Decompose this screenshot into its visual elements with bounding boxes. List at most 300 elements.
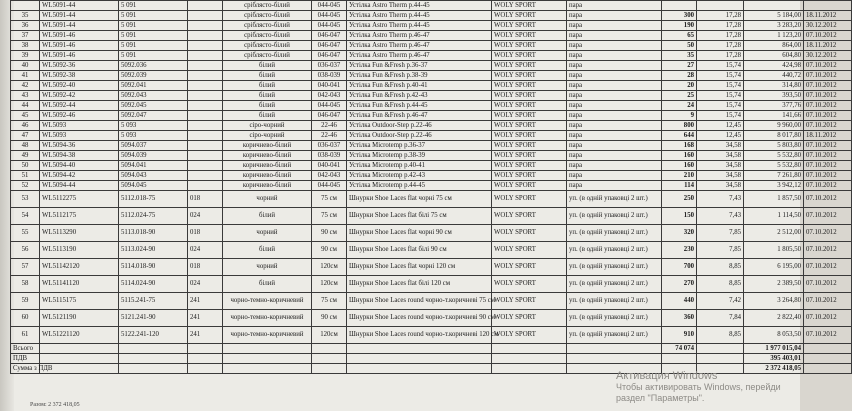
product-name-cell: Устілка Astro Therm р.44-45: [347, 11, 492, 21]
unit-cell: пара: [567, 181, 662, 191]
price-cell: 34,58: [697, 141, 744, 151]
quantity-cell: 9: [662, 111, 697, 121]
color-name-cell: сріблясто-білий: [223, 31, 312, 41]
quantity-cell: 35: [662, 51, 697, 61]
row-number-cell: 41: [11, 71, 40, 81]
color-name-cell: сіро-чорний: [223, 121, 312, 131]
amount-cell: 393,50: [744, 91, 804, 101]
item-code-cell: WL5092-38: [40, 71, 119, 81]
unit-cell: уп. (в одній упаковці 2 шт.): [567, 208, 662, 225]
empty-cell: [662, 354, 697, 364]
brand-cell: WOLY SPORT: [492, 225, 567, 242]
size-cell: 120см: [312, 327, 347, 344]
brand-cell: WOLY SPORT: [492, 293, 567, 310]
date-cell: 07.10.2012: [804, 161, 852, 171]
model-number-cell: 5121.241-90: [119, 310, 188, 327]
amount-cell: 440,72: [744, 71, 804, 81]
amount-cell: 6 195,00: [744, 259, 804, 276]
product-name-cell: Устілка Fun &Fresh р.46-47: [347, 111, 492, 121]
row-number-cell: 39: [11, 51, 40, 61]
size-cell: 040-041: [312, 81, 347, 91]
price-cell: 7,42: [697, 293, 744, 310]
color-code-cell: 241: [188, 310, 223, 327]
product-name-cell: Устілка Fun &Fresh р.38-39: [347, 71, 492, 81]
row-number-cell: 53: [11, 191, 40, 208]
invoice-table: [10, 0, 852, 374]
color-name-cell: чорно-темно-коричневий: [223, 310, 312, 327]
product-name-cell: Устілка Astro Therm р.46-47: [347, 51, 492, 61]
empty-cell: [119, 354, 188, 364]
amount-cell: 604,80: [744, 51, 804, 61]
size-cell: 90 см: [312, 242, 347, 259]
size-cell: 120см: [312, 276, 347, 293]
empty-cell: [223, 364, 312, 374]
item-code-cell: WL5094-36: [40, 141, 119, 151]
row-number-cell: 60: [11, 310, 40, 327]
model-number-cell: 5092.041: [119, 81, 188, 91]
empty-cell: [567, 344, 662, 354]
unit-cell: пара: [567, 151, 662, 161]
amount-cell: 3 942,12: [744, 181, 804, 191]
quantity-cell: 65: [662, 31, 697, 41]
item-code-cell: WL5091-46: [40, 31, 119, 41]
color-code-cell: 018: [188, 191, 223, 208]
product-name-cell: Шнурки Shoe Laces flat білі 75 см: [347, 208, 492, 225]
row-number-cell: 46: [11, 121, 40, 131]
item-code-cell: WL5091-44: [40, 1, 119, 11]
quantity-cell: 440: [662, 293, 697, 310]
price-cell: 34,58: [697, 151, 744, 161]
total-amount: 395 403,01: [744, 354, 804, 364]
color-code-cell: [188, 181, 223, 191]
amount-cell: 5 803,80: [744, 141, 804, 151]
model-number-cell: 5115.241-75: [119, 293, 188, 310]
model-number-cell: 5113.018-90: [119, 225, 188, 242]
product-name-cell: Устілка Microtemp р.36-37: [347, 141, 492, 151]
model-number-cell: 5113.024-90: [119, 242, 188, 259]
date-cell: 07.10.2012: [804, 191, 852, 208]
color-code-cell: [188, 91, 223, 101]
model-number-cell: 5092.043: [119, 91, 188, 101]
row-number-cell: 42: [11, 81, 40, 91]
row-number-cell: 55: [11, 225, 40, 242]
size-cell: 038-039: [312, 151, 347, 161]
quantity-cell: 150: [662, 208, 697, 225]
empty-cell: [223, 354, 312, 364]
item-code-cell: WL5113190: [40, 242, 119, 259]
size-cell: 044-045: [312, 1, 347, 11]
total-quantity: 74 074: [662, 344, 697, 354]
quantity-cell: 20: [662, 81, 697, 91]
row-number-cell: 54: [11, 208, 40, 225]
quantity-cell: 644: [662, 131, 697, 141]
brand-cell: WOLY SPORT: [492, 310, 567, 327]
row-number-cell: 57: [11, 259, 40, 276]
table-row: [11, 225, 852, 242]
table-row: [11, 71, 852, 81]
unit-cell: уп. (в одній упаковці 2 шт.): [567, 225, 662, 242]
amount-cell: 5 532,80: [744, 161, 804, 171]
color-name-cell: білий: [223, 71, 312, 81]
unit-cell: уп. (в одній упаковці 2 шт.): [567, 276, 662, 293]
price-cell: 15,74: [697, 81, 744, 91]
empty-cell: [347, 364, 492, 374]
color-code-cell: 024: [188, 276, 223, 293]
model-number-cell: 5 091: [119, 1, 188, 11]
date-cell: 07.10.2012: [804, 293, 852, 310]
amount-cell: 5 532,80: [744, 151, 804, 161]
size-cell: 040-041: [312, 161, 347, 171]
color-code-cell: [188, 41, 223, 51]
price-cell: 34,58: [697, 161, 744, 171]
amount-cell: 141,66: [744, 111, 804, 121]
table-row: [11, 242, 852, 259]
model-number-cell: 5092.039: [119, 71, 188, 81]
brand-cell: WOLY SPORT: [492, 51, 567, 61]
amount-cell: [744, 1, 804, 11]
row-number-cell: 45: [11, 111, 40, 121]
price-cell: 7,85: [697, 242, 744, 259]
quantity-cell: 270: [662, 276, 697, 293]
empty-cell: [492, 344, 567, 354]
color-code-cell: [188, 131, 223, 141]
quantity-cell: 114: [662, 181, 697, 191]
color-name-cell: коричнево-білий: [223, 171, 312, 181]
item-code-cell: WL51142120: [40, 259, 119, 276]
empty-cell: [492, 364, 567, 374]
table-row: [11, 171, 852, 181]
color-code-cell: [188, 1, 223, 11]
color-name-cell: сріблясто-білий: [223, 11, 312, 21]
table-row: [11, 51, 852, 61]
price-cell: 17,28: [697, 51, 744, 61]
price-cell: 15,74: [697, 101, 744, 111]
quantity-cell: 300: [662, 11, 697, 21]
item-code-cell: WL5094-40: [40, 161, 119, 171]
empty-cell: [312, 354, 347, 364]
watermark-line-2: Чтобы активировать Windows, перейди: [616, 382, 781, 392]
unit-cell: пара: [567, 51, 662, 61]
color-name-cell: білий: [223, 101, 312, 111]
amount-cell: 314,80: [744, 81, 804, 91]
price-cell: 8,85: [697, 327, 744, 344]
empty-cell: [119, 344, 188, 354]
price-cell: 7,43: [697, 191, 744, 208]
unit-cell: пара: [567, 171, 662, 181]
empty-cell: [188, 344, 223, 354]
product-name-cell: Шнурки Shoe Laces flat чорні 90 см: [347, 225, 492, 242]
model-number-cell: 5 091: [119, 11, 188, 21]
row-number-cell: [11, 1, 40, 11]
quantity-cell: 210: [662, 171, 697, 181]
date-cell: [804, 1, 852, 11]
model-number-cell: 5094.039: [119, 151, 188, 161]
model-number-cell: 5094.041: [119, 161, 188, 171]
empty-cell: [312, 344, 347, 354]
row-number-cell: 38: [11, 41, 40, 51]
item-code-cell: WL5093: [40, 121, 119, 131]
color-code-cell: [188, 11, 223, 21]
color-code-cell: [188, 31, 223, 41]
date-cell: 30.12.2012: [804, 51, 852, 61]
item-code-cell: WL5092-44: [40, 101, 119, 111]
row-number-cell: 37: [11, 31, 40, 41]
color-name-cell: коричнево-білий: [223, 151, 312, 161]
date-cell: 07.10.2012: [804, 208, 852, 225]
model-number-cell: 5 093: [119, 131, 188, 141]
product-name-cell: Устілка Fun &Fresh р.44-45: [347, 101, 492, 111]
amount-cell: 3 283,20: [744, 21, 804, 31]
price-cell: 15,74: [697, 91, 744, 101]
quantity-cell: 168: [662, 141, 697, 151]
brand-cell: WOLY SPORT: [492, 61, 567, 71]
brand-cell: WOLY SPORT: [492, 11, 567, 21]
amount-cell: 1 123,20: [744, 31, 804, 41]
row-number-cell: 40: [11, 61, 40, 71]
model-number-cell: 5094.043: [119, 171, 188, 181]
date-cell: 07.10.2012: [804, 151, 852, 161]
brand-cell: WOLY SPORT: [492, 181, 567, 191]
table-row: [11, 61, 852, 71]
product-name-cell: Шнурки Shoe Laces flat чорні 75 см: [347, 191, 492, 208]
empty-cell: [804, 364, 852, 374]
table-row: [11, 191, 852, 208]
color-name-cell: сріблясто-білий: [223, 1, 312, 11]
date-cell: 07.10.2012: [804, 111, 852, 121]
product-name-cell: Шнурки Shoe Laces round чорно-т.коричневі 90 см: [347, 310, 492, 327]
size-cell: 038-039: [312, 71, 347, 81]
model-number-cell: 5 091: [119, 41, 188, 51]
empty-cell: [804, 344, 852, 354]
table-row: [11, 21, 852, 31]
color-code-cell: [188, 171, 223, 181]
item-code-cell: WL5092-46: [40, 111, 119, 121]
footer-note: Разом: 2 372 418,05: [30, 402, 80, 408]
product-name-cell: Устілка Astro Therm р.46-47: [347, 31, 492, 41]
product-name-cell: Устілка Microtemp р.42-43: [347, 171, 492, 181]
color-code-cell: 241: [188, 327, 223, 344]
row-number-cell: 61: [11, 327, 40, 344]
row-number-cell: 47: [11, 131, 40, 141]
color-name-cell: білий: [223, 91, 312, 101]
empty-cell: [119, 364, 188, 374]
quantity-cell: 24: [662, 101, 697, 111]
unit-cell: пара: [567, 11, 662, 21]
model-number-cell: 5122.241-120: [119, 327, 188, 344]
empty-cell: [40, 354, 119, 364]
color-name-cell: білий: [223, 242, 312, 259]
item-code-cell: WL5121190: [40, 310, 119, 327]
date-cell: 07.10.2012: [804, 242, 852, 259]
product-name-cell: Устілка Astro Therm р.44-45: [347, 1, 492, 11]
unit-cell: пара: [567, 41, 662, 51]
date-cell: 07.10.2012: [804, 310, 852, 327]
row-number-cell: 36: [11, 21, 40, 31]
unit-cell: пара: [567, 131, 662, 141]
unit-cell: пара: [567, 71, 662, 81]
model-number-cell: 5092.036: [119, 61, 188, 71]
color-name-cell: чорний: [223, 225, 312, 242]
empty-cell: [312, 364, 347, 374]
row-number-cell: 59: [11, 293, 40, 310]
quantity-cell: 910: [662, 327, 697, 344]
empty-cell: [347, 354, 492, 364]
product-name-cell: Устілка Astro Therm р.46-47: [347, 41, 492, 51]
watermark-title: Активация Windows: [616, 370, 718, 382]
price-cell: 17,28: [697, 11, 744, 21]
color-code-cell: [188, 21, 223, 31]
empty-cell: [223, 344, 312, 354]
price-cell: 34,58: [697, 181, 744, 191]
item-code-cell: WL5092-42: [40, 91, 119, 101]
color-name-cell: коричнево-білий: [223, 181, 312, 191]
brand-cell: WOLY SPORT: [492, 41, 567, 51]
row-number-cell: 58: [11, 276, 40, 293]
table-row: [11, 181, 852, 191]
quantity-cell: 800: [662, 121, 697, 131]
item-code-cell: WL5091-46: [40, 41, 119, 51]
price-cell: 15,74: [697, 71, 744, 81]
size-cell: 046-047: [312, 111, 347, 121]
unit-cell: пара: [567, 121, 662, 131]
amount-cell: 2 512,00: [744, 225, 804, 242]
amount-cell: 1 857,50: [744, 191, 804, 208]
product-name-cell: Устілка Outdoor-Step р.22-46: [347, 121, 492, 131]
total-amount: 2 372 418,05: [744, 364, 804, 374]
unit-cell: уп. (в одній упаковці 2 шт.): [567, 259, 662, 276]
color-code-cell: [188, 111, 223, 121]
color-code-cell: [188, 71, 223, 81]
price-cell: 15,74: [697, 61, 744, 71]
amount-cell: 9 960,00: [744, 121, 804, 131]
quantity-cell: 230: [662, 242, 697, 259]
item-code-cell: WL5112275: [40, 191, 119, 208]
model-number-cell: 5092.045: [119, 101, 188, 111]
total-label: ПДВ: [11, 354, 40, 364]
product-name-cell: Шнурки Shoe Laces flat білі 90 см: [347, 242, 492, 259]
model-number-cell: 5 091: [119, 21, 188, 31]
brand-cell: WOLY SPORT: [492, 81, 567, 91]
model-number-cell: 5114.018-90: [119, 259, 188, 276]
date-cell: 07.10.2012: [804, 31, 852, 41]
price-cell: 7,43: [697, 208, 744, 225]
price-cell: [697, 1, 744, 11]
unit-cell: уп. (в одній упаковці 2 шт.): [567, 310, 662, 327]
product-name-cell: Устілка Microtemp р.38-39: [347, 151, 492, 161]
quantity-cell: 160: [662, 161, 697, 171]
item-code-cell: WL5112175: [40, 208, 119, 225]
item-code-cell: WL5091-44: [40, 21, 119, 31]
color-code-cell: [188, 121, 223, 131]
unit-cell: пара: [567, 141, 662, 151]
item-code-cell: WL51141120: [40, 276, 119, 293]
color-name-cell: сріблясто-білий: [223, 41, 312, 51]
quantity-cell: 27: [662, 61, 697, 71]
date-cell: 18.11.2012: [804, 131, 852, 141]
size-cell: 22-46: [312, 121, 347, 131]
size-cell: 044-045: [312, 181, 347, 191]
brand-cell: WOLY SPORT: [492, 1, 567, 11]
item-code-cell: WL5094-44: [40, 181, 119, 191]
amount-cell: 5 184,00: [744, 11, 804, 21]
color-code-cell: [188, 101, 223, 111]
date-cell: 07.10.2012: [804, 171, 852, 181]
color-code-cell: 241: [188, 293, 223, 310]
model-number-cell: 5114.024-90: [119, 276, 188, 293]
model-number-cell: 5112.024-75: [119, 208, 188, 225]
unit-cell: пара: [567, 1, 662, 11]
empty-cell: [697, 344, 744, 354]
table-row: [11, 91, 852, 101]
quantity-cell: 320: [662, 225, 697, 242]
product-name-cell: Устілка Microtemp р.44-45: [347, 181, 492, 191]
empty-cell: [188, 354, 223, 364]
total-row: [11, 344, 852, 354]
color-name-cell: чорно-темно-коричневий: [223, 293, 312, 310]
row-number-cell: 56: [11, 242, 40, 259]
total-label: Всього: [11, 344, 40, 354]
price-cell: 15,74: [697, 111, 744, 121]
table-row: [11, 208, 852, 225]
unit-cell: уп. (в одній упаковці 2 шт.): [567, 191, 662, 208]
model-number-cell: 5 093: [119, 121, 188, 131]
row-number-cell: 52: [11, 181, 40, 191]
amount-cell: 8 017,80: [744, 131, 804, 141]
date-cell: 07.10.2012: [804, 141, 852, 151]
date-cell: 07.10.2012: [804, 81, 852, 91]
size-cell: 90 см: [312, 310, 347, 327]
date-cell: 07.10.2012: [804, 327, 852, 344]
model-number-cell: 5 091: [119, 51, 188, 61]
price-cell: 7,84: [697, 310, 744, 327]
color-name-cell: білий: [223, 81, 312, 91]
amount-cell: 7 261,80: [744, 171, 804, 181]
table-row: [11, 276, 852, 293]
date-cell: 18.11.2012: [804, 41, 852, 51]
size-cell: 044-045: [312, 11, 347, 21]
table-row: [11, 1, 852, 11]
row-number-cell: 35: [11, 11, 40, 21]
row-number-cell: 51: [11, 171, 40, 181]
quantity-cell: 28: [662, 71, 697, 81]
table-row: [11, 41, 852, 51]
color-code-cell: 024: [188, 242, 223, 259]
product-name-cell: Шнурки Shoe Laces round чорно-т.коричневі 75 см: [347, 293, 492, 310]
empty-cell: [347, 344, 492, 354]
amount-cell: 3 264,80: [744, 293, 804, 310]
date-cell: 07.10.2012: [804, 101, 852, 111]
date-cell: 07.10.2012: [804, 276, 852, 293]
size-cell: 042-043: [312, 171, 347, 181]
unit-cell: пара: [567, 81, 662, 91]
size-cell: 90 см: [312, 225, 347, 242]
color-code-cell: [188, 161, 223, 171]
color-name-cell: сіро-чорний: [223, 131, 312, 141]
model-number-cell: 5094.045: [119, 181, 188, 191]
product-name-cell: Устілка Fun &Fresh р.42-43: [347, 91, 492, 101]
table-row: [11, 293, 852, 310]
price-cell: 17,28: [697, 41, 744, 51]
brand-cell: WOLY SPORT: [492, 327, 567, 344]
quantity-cell: 190: [662, 21, 697, 31]
color-code-cell: 018: [188, 259, 223, 276]
quantity-cell: 160: [662, 151, 697, 161]
watermark-line-3: раздел "Параметры".: [616, 393, 705, 403]
unit-cell: пара: [567, 101, 662, 111]
quantity-cell: [662, 1, 697, 11]
size-cell: 036-037: [312, 61, 347, 71]
price-cell: 8,85: [697, 276, 744, 293]
